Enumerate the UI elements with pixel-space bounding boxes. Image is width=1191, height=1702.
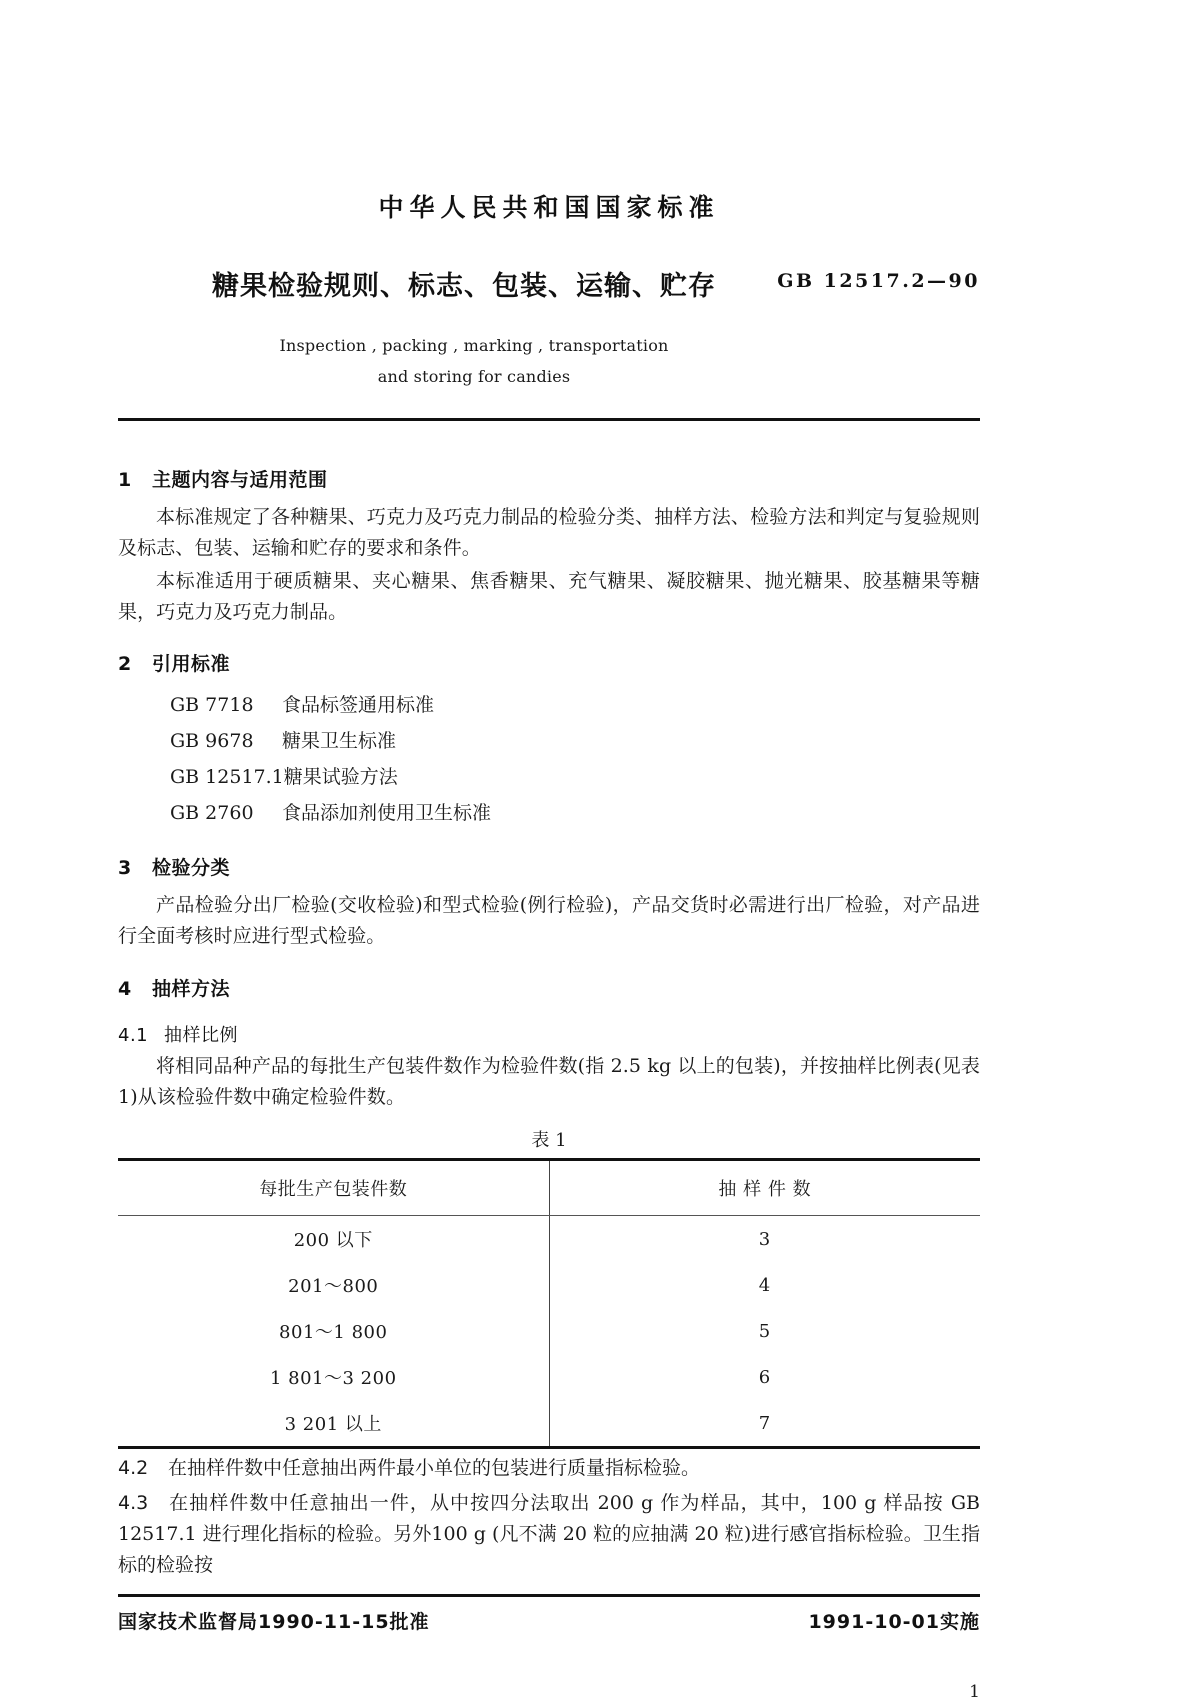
- subsection-4-1-label: 抽样比例: [164, 1024, 238, 1046]
- table-header-row: [118, 1160, 980, 1216]
- table-row: [118, 1308, 980, 1354]
- document-footer: [118, 1597, 980, 1634]
- section-1-paragraph-1: 本标准规定了各种糖果、巧克力及巧克力制品的检验分类、抽样方法、检验方法和判定与复验规则及标志、包装、运输和贮存的要求和条件。: [118, 506, 980, 560]
- clause-4-2: [118, 1453, 980, 1484]
- cell-batch-range: 200 以下: [118, 1216, 549, 1263]
- section-1-number: 1: [118, 469, 132, 492]
- clause-4-3: [118, 1488, 980, 1580]
- list-item: [118, 688, 980, 724]
- implementation-date: 1991-10-01实施: [808, 1611, 980, 1634]
- list-item: [118, 724, 980, 760]
- referenced-standards-list: [118, 688, 980, 831]
- table-row: [118, 1262, 980, 1308]
- cell-batch-range: 201～800: [118, 1262, 549, 1308]
- national-standard-line: 中华人民共和国国家标准: [378, 193, 720, 222]
- section-3-label: 检验分类: [152, 857, 231, 880]
- section-heading-1: [118, 465, 980, 492]
- table-caption: 表 1: [531, 1130, 567, 1152]
- clause-4-3-text: 在抽样件数中任意抽出一件，从中按四分法取出 200 g 作为样品，其中，100 g 样品按 GB 12517.1 进行理化指标的检验。另外100 g (凡不满 20 粒的应抽满 20 粒)进行感官指标检验。卫生指标的检验按: [118, 1492, 980, 1576]
- table-body: [118, 1216, 980, 1448]
- cell-sample-count: 5: [758, 1320, 771, 1342]
- section-2-label: 引用标准: [152, 653, 231, 676]
- reference-name: 食品添加剂使用卫生标准: [282, 801, 492, 824]
- standard-number: GB 12517.2—90: [777, 270, 980, 292]
- cell-sample-count: 6: [758, 1366, 771, 1388]
- subsection-4-1-number: 4.1: [118, 1024, 149, 1046]
- reference-code: GB 12517.1: [170, 765, 284, 788]
- section-2-number: 2: [118, 653, 132, 676]
- list-item: [118, 796, 980, 832]
- english-title-line-2: and storing for candies: [377, 367, 571, 387]
- approval-authority-date: 国家技术监督局1990-11-15批准: [118, 1611, 430, 1634]
- english-title: [118, 330, 980, 392]
- page-title: 糖果检验规则、标志、包装、运输、贮存: [212, 271, 716, 302]
- section-4-label: 抽样方法: [152, 977, 231, 1000]
- cell-sample-count: 4: [758, 1274, 771, 1296]
- section-1-label: 主题内容与适用范围: [152, 469, 328, 492]
- clause-4-2-number: 4.2: [118, 1457, 149, 1480]
- cell-sample-count: 7: [549, 1400, 980, 1448]
- subsection-4-1-paragraph: 将相同品种产品的每批生产包装件数作为检验件数(指 2.5 kg 以上的包装)，并按抽样比例表(见表 1)从该检验件数中确定检验件数。: [118, 1054, 980, 1108]
- section-1-paragraph-2: 本标准适用于硬质糖果、夹心糖果、焦香糖果、充气糖果、凝胶糖果、抛光糖果、胶基糖果等糖果，巧克力及巧克力制品。: [118, 569, 980, 623]
- section-heading-3: [118, 853, 980, 880]
- sampling-ratio-table: [118, 1158, 980, 1449]
- reference-code: GB 9678: [170, 730, 254, 753]
- table-header: [118, 1160, 980, 1216]
- reference-name: 食品标签通用标准: [282, 694, 435, 717]
- reference-code: GB 7718: [170, 694, 254, 717]
- clause-4-3-number: 4.3: [118, 1492, 149, 1515]
- reference-name: 糖果试验方法: [283, 765, 398, 788]
- cell-sample-count: 3: [758, 1228, 771, 1250]
- cell-batch-range: 801～1 800: [118, 1308, 549, 1354]
- table-row: [118, 1400, 980, 1448]
- clause-4-2-text: 在抽样件数中任意抽出两件最小单位的包装进行质量指标检验。: [168, 1457, 701, 1480]
- section-3-paragraph-1: 产品检验分出厂检验(交收检验)和型式检验(例行检验)，产品交货时必需进行出厂检验，对产品进行全面考核时应进行型式检验。: [118, 894, 980, 948]
- document-body: [118, 421, 980, 1580]
- document-header: [118, 0, 980, 421]
- table-row: [118, 1216, 980, 1263]
- english-title-line-1: Inspection , packing , marking , transportation: [279, 336, 669, 355]
- section-3-number: 3: [118, 857, 132, 880]
- section-heading-4: [118, 974, 980, 1001]
- column-header-batch-count: 每批生产包装件数: [118, 1160, 549, 1216]
- section-heading-2: [118, 649, 980, 676]
- title-row: [118, 264, 980, 304]
- table-row: [118, 1354, 980, 1400]
- reference-code: GB 2760: [170, 801, 254, 824]
- reference-name: 糖果卫生标准: [282, 730, 397, 753]
- subsection-heading-4-1: [118, 1021, 980, 1047]
- section-4-number: 4: [118, 977, 132, 1000]
- list-item: [118, 760, 980, 796]
- page-number: 1: [969, 1682, 980, 1702]
- page-content: [118, 0, 980, 1702]
- column-header-sample-count: 抽 样 件 数: [549, 1160, 980, 1216]
- cell-batch-range: 1 801～3 200: [118, 1354, 549, 1400]
- cell-batch-range: 3 201 以上: [118, 1400, 549, 1448]
